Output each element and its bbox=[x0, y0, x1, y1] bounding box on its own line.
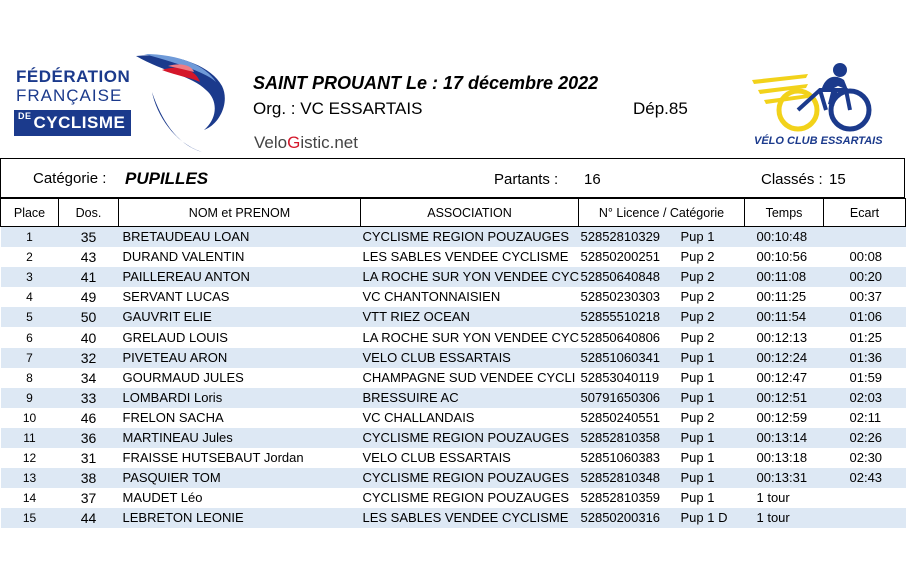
col-header-name: NOM et PRENOM bbox=[119, 199, 361, 227]
licence-number: 52852810358 bbox=[580, 429, 661, 445]
licence-number: 52851060341 bbox=[580, 349, 661, 365]
col-header-association: ASSOCIATION bbox=[361, 199, 579, 227]
licence-number: 52852810359 bbox=[580, 490, 661, 506]
licence-number: 52855510218 bbox=[580, 309, 661, 325]
ffc-swoosh-icon bbox=[122, 52, 240, 154]
licence-category: Pup 2 bbox=[680, 269, 715, 285]
category-bar bbox=[0, 158, 905, 198]
licence-number: 52850230303 bbox=[580, 289, 661, 305]
results-table bbox=[0, 198, 906, 528]
cyclist-icon bbox=[748, 60, 898, 135]
ecart-cell bbox=[824, 488, 906, 508]
temps-cell: 00:11:08 bbox=[745, 267, 824, 287]
association-cell: LES SABLES VENDEE CYCLISME bbox=[361, 508, 579, 528]
dos-cell: 38 bbox=[59, 468, 119, 488]
velogistic-g: G bbox=[287, 133, 301, 152]
name-cell: FRELON SACHA bbox=[119, 408, 361, 428]
name-cell: LEBRETON LEONIE bbox=[119, 508, 361, 528]
name-cell: MARTINEAU Jules bbox=[119, 428, 361, 448]
ecart-cell: 01:06 bbox=[824, 307, 906, 327]
name-cell: BRETAUDEAU LOAN bbox=[119, 227, 361, 248]
place-cell: 1 bbox=[1, 227, 59, 248]
dos-cell: 44 bbox=[59, 508, 119, 528]
dos-cell: 49 bbox=[59, 287, 119, 307]
dos-cell: 32 bbox=[59, 348, 119, 368]
dos-cell: 40 bbox=[59, 327, 119, 347]
ffc-logo-cyclisme: CYCLISME bbox=[33, 113, 126, 132]
association-cell: VC CHANTONNAISIEN bbox=[361, 287, 579, 307]
col-header-licence: N° Licence / Catégorie bbox=[579, 199, 745, 227]
licence-category: Pup 1 bbox=[680, 470, 715, 486]
table-row bbox=[1, 247, 906, 267]
ffc-logo-line1: FÉDÉRATION bbox=[16, 67, 131, 86]
table-row bbox=[1, 448, 906, 468]
name-cell: LOMBARDI Loris bbox=[119, 388, 361, 408]
licence-cell bbox=[579, 267, 745, 287]
ecart-cell: 02:03 bbox=[824, 388, 906, 408]
place-cell: 6 bbox=[1, 327, 59, 347]
place-cell: 5 bbox=[1, 307, 59, 327]
association-cell: LES SABLES VENDEE CYCLISME bbox=[361, 247, 579, 267]
place-cell: 11 bbox=[1, 428, 59, 448]
temps-cell: 00:12:59 bbox=[745, 408, 824, 428]
classes-label: Classés : bbox=[761, 171, 823, 188]
table-row bbox=[1, 307, 906, 327]
category-value: PUPILLES bbox=[125, 169, 209, 188]
licence-category: Pup 2 bbox=[680, 289, 715, 305]
licence-category: Pup 1 D bbox=[680, 510, 728, 526]
col-header-dos: Dos. bbox=[59, 199, 119, 227]
ecart-cell: 01:59 bbox=[824, 368, 906, 388]
ecart-cell: 02:11 bbox=[824, 408, 906, 428]
licence-cell bbox=[579, 307, 745, 327]
place-cell: 8 bbox=[1, 368, 59, 388]
dos-cell: 35 bbox=[59, 227, 119, 248]
licence-number: 52850640848 bbox=[580, 269, 661, 285]
ecart-cell: 01:36 bbox=[824, 348, 906, 368]
association-cell: CYCLISME REGION POUZAUGES bbox=[361, 227, 579, 248]
ecart-cell: 02:43 bbox=[824, 468, 906, 488]
name-cell: PASQUIER TOM bbox=[119, 468, 361, 488]
licence-cell bbox=[579, 428, 745, 448]
association-cell: VTT RIEZ OCEAN bbox=[361, 307, 579, 327]
club-logo bbox=[748, 60, 898, 155]
name-cell: GAUVRIT ELIE bbox=[119, 307, 361, 327]
ecart-cell: 02:30 bbox=[824, 448, 906, 468]
category-label: Catégorie : bbox=[33, 170, 107, 187]
ecart-cell: 00:37 bbox=[824, 287, 906, 307]
event-organizer: Org. : VC ESSARTAIS bbox=[253, 99, 423, 118]
licence-category: Pup 2 bbox=[680, 309, 715, 325]
results-body bbox=[1, 227, 906, 529]
ecart-cell bbox=[824, 227, 906, 248]
licence-cell bbox=[579, 448, 745, 468]
association-cell: CHAMPAGNE SUD VENDEE CYCLI bbox=[361, 368, 579, 388]
club-logo-name: VÉLO CLUB ESSARTAIS bbox=[754, 135, 883, 147]
col-header-place: Place bbox=[1, 199, 59, 227]
association-cell: CYCLISME REGION POUZAUGES bbox=[361, 468, 579, 488]
place-cell: 2 bbox=[1, 247, 59, 267]
dos-cell: 33 bbox=[59, 388, 119, 408]
table-row bbox=[1, 508, 906, 528]
ecart-cell bbox=[824, 508, 906, 528]
licence-cell bbox=[579, 368, 745, 388]
dos-cell: 41 bbox=[59, 267, 119, 287]
place-cell: 4 bbox=[1, 287, 59, 307]
name-cell: GRELAUD LOUIS bbox=[119, 327, 361, 347]
licence-category: Pup 1 bbox=[680, 229, 715, 245]
dos-cell: 34 bbox=[59, 368, 119, 388]
place-cell: 9 bbox=[1, 388, 59, 408]
association-cell: BRESSUIRE AC bbox=[361, 388, 579, 408]
licence-cell bbox=[579, 488, 745, 508]
association-cell: VELO CLUB ESSARTAIS bbox=[361, 448, 579, 468]
ecart-cell: 01:25 bbox=[824, 327, 906, 347]
temps-cell: 00:10:48 bbox=[745, 227, 824, 248]
velogistic-prefix: Velo bbox=[254, 133, 288, 152]
licence-number: 52850200251 bbox=[580, 249, 661, 265]
temps-cell: 00:11:54 bbox=[745, 307, 824, 327]
dos-cell: 43 bbox=[59, 247, 119, 267]
table-row bbox=[1, 327, 906, 347]
licence-category: Pup 2 bbox=[680, 249, 715, 265]
dos-cell: 46 bbox=[59, 408, 119, 428]
licence-category: Pup 1 bbox=[680, 450, 715, 466]
licence-cell bbox=[579, 247, 745, 267]
licence-category: Pup 1 bbox=[680, 429, 715, 445]
ecart-cell: 00:20 bbox=[824, 267, 906, 287]
dos-cell: 50 bbox=[59, 307, 119, 327]
licence-category: Pup 1 bbox=[680, 490, 715, 506]
licence-cell bbox=[579, 287, 745, 307]
table-header-row bbox=[1, 199, 906, 227]
col-header-temps: Temps bbox=[745, 199, 824, 227]
licence-category: Pup 1 bbox=[680, 369, 715, 385]
event-department: Dép.85 bbox=[633, 99, 688, 118]
licence-cell bbox=[579, 508, 745, 528]
dos-cell: 36 bbox=[59, 428, 119, 448]
temps-cell: 1 tour bbox=[745, 508, 824, 528]
licence-number: 52852810329 bbox=[580, 229, 661, 245]
licence-cell bbox=[579, 388, 745, 408]
licence-cell bbox=[579, 348, 745, 368]
name-cell: GOURMAUD JULES bbox=[119, 368, 361, 388]
ecart-cell: 00:08 bbox=[824, 247, 906, 267]
temps-cell: 00:12:51 bbox=[745, 388, 824, 408]
licence-cell bbox=[579, 327, 745, 347]
name-cell: MAUDET Léo bbox=[119, 488, 361, 508]
table-row bbox=[1, 267, 906, 287]
velogistic-suffix: istic.net bbox=[300, 133, 358, 152]
place-cell: 12 bbox=[1, 448, 59, 468]
table-row bbox=[1, 408, 906, 428]
association-cell: LA ROCHE SUR YON VENDEE CYC bbox=[361, 327, 579, 347]
licence-category: Pup 1 bbox=[680, 389, 715, 405]
table-row bbox=[1, 368, 906, 388]
temps-cell: 00:13:18 bbox=[745, 448, 824, 468]
licence-category: Pup 2 bbox=[680, 329, 715, 345]
partants-label: Partants : bbox=[494, 171, 559, 188]
temps-cell: 00:13:31 bbox=[745, 468, 824, 488]
licence-cell bbox=[579, 408, 745, 428]
licence-category: Pup 2 bbox=[680, 409, 715, 425]
place-cell: 7 bbox=[1, 348, 59, 368]
temps-cell: 00:11:25 bbox=[745, 287, 824, 307]
col-header-ecart: Ecart bbox=[824, 199, 906, 227]
association-cell: VELO CLUB ESSARTAIS bbox=[361, 348, 579, 368]
licence-number: 52850240551 bbox=[580, 409, 661, 425]
dos-cell: 31 bbox=[59, 448, 119, 468]
table-row bbox=[1, 287, 906, 307]
licence-number: 52850200316 bbox=[580, 510, 661, 526]
ffc-logo bbox=[10, 52, 240, 154]
place-cell: 13 bbox=[1, 468, 59, 488]
licence-number: 52850640806 bbox=[580, 329, 661, 345]
velogistic-brand bbox=[254, 133, 358, 153]
place-cell: 15 bbox=[1, 508, 59, 528]
association-cell: CYCLISME REGION POUZAUGES bbox=[361, 428, 579, 448]
name-cell: PAILLEREAU ANTON bbox=[119, 267, 361, 287]
licence-number: 52851060383 bbox=[580, 450, 661, 466]
classes-value: 15 bbox=[829, 171, 846, 188]
licence-number: 52853040119 bbox=[580, 369, 660, 385]
licence-cell bbox=[579, 227, 745, 248]
licence-number: 52852810348 bbox=[580, 470, 661, 486]
temps-cell: 00:12:24 bbox=[745, 348, 824, 368]
ecart-cell: 02:26 bbox=[824, 428, 906, 448]
table-row bbox=[1, 388, 906, 408]
name-cell: SERVANT LUCAS bbox=[119, 287, 361, 307]
table-row bbox=[1, 428, 906, 448]
association-cell: CYCLISME REGION POUZAUGES bbox=[361, 488, 579, 508]
dos-cell: 37 bbox=[59, 488, 119, 508]
temps-cell: 00:12:47 bbox=[745, 368, 824, 388]
licence-number: 50791650306 bbox=[580, 389, 661, 405]
name-cell: PIVETEAU ARON bbox=[119, 348, 361, 368]
association-cell: LA ROCHE SUR YON VENDEE CYC bbox=[361, 267, 579, 287]
licence-category: Pup 1 bbox=[680, 349, 715, 365]
place-cell: 3 bbox=[1, 267, 59, 287]
temps-cell: 00:10:56 bbox=[745, 247, 824, 267]
place-cell: 10 bbox=[1, 408, 59, 428]
place-cell: 14 bbox=[1, 488, 59, 508]
licence-cell bbox=[579, 468, 745, 488]
partants-value: 16 bbox=[584, 171, 601, 188]
temps-cell: 00:12:13 bbox=[745, 327, 824, 347]
event-title: SAINT PROUANT Le : 17 décembre 2022 bbox=[253, 73, 599, 93]
ffc-logo-line3 bbox=[14, 110, 131, 136]
table-row bbox=[1, 348, 906, 368]
ffc-logo-de: DE bbox=[18, 111, 32, 121]
name-cell: FRAISSE HUTSEBAUT Jordan bbox=[119, 448, 361, 468]
temps-cell: 00:13:14 bbox=[745, 428, 824, 448]
table-row bbox=[1, 227, 906, 248]
ffc-logo-line2: FRANÇAISE bbox=[16, 86, 123, 105]
table-row bbox=[1, 488, 906, 508]
table-row bbox=[1, 468, 906, 488]
name-cell: DURAND VALENTIN bbox=[119, 247, 361, 267]
temps-cell: 1 tour bbox=[745, 488, 824, 508]
association-cell: VC CHALLANDAIS bbox=[361, 408, 579, 428]
